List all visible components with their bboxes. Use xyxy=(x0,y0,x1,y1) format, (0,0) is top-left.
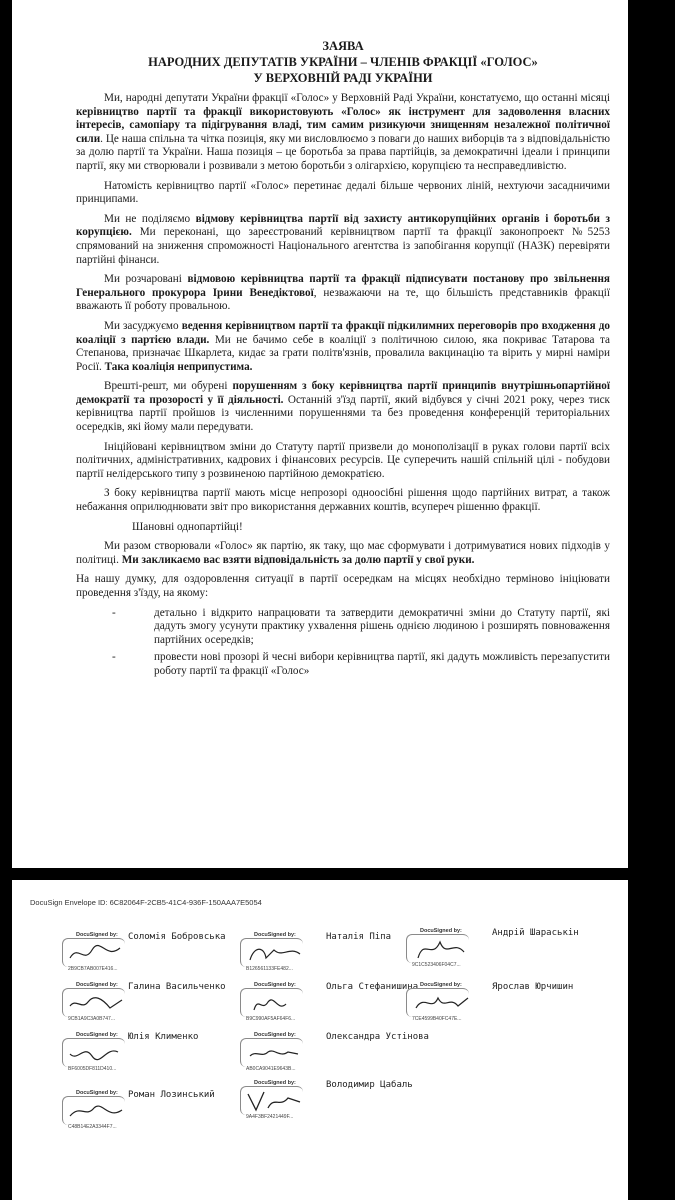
paragraph-11: На нашу думку, для оздоровлення ситуації в партії осередкам на місцях необхідно терміново ініціювати проведення з'їзду, на якому: xyxy=(76,573,610,599)
handwritten-signature-icon xyxy=(410,990,470,1016)
signatures-page xyxy=(12,880,628,1200)
paragraph-3: Ми не поділяємо відмову керівництва партії від захисту антикорупційних органів і боротьби з корупцією. Ми переконані, що зареєстрований керівництвом партії та фракції законопроект №5253 спрямований на зниження спроможності Національного агентства із запобігання корупції (НАЗК) перевіряти партійні фінанси. xyxy=(76,212,610,266)
greeting: Шановні однопартійці! xyxy=(132,520,243,533)
statement-page xyxy=(12,0,628,868)
paragraph-7: Ініційовані керівництвом зміни до Статуту партії призвели до монополізації в руках голови партії всіх політичних, адміністративних, кадрових і фінансових ресурсів. Це суперечить нашій спільній цілі - побудови партії нелідерського типу з розвиненою партійною демократією. xyxy=(76,440,610,480)
handwritten-signature-icon xyxy=(244,1040,304,1066)
signature-block: DocuSigned by: 9CB1A9C3A0B747... Галина Васильченко xyxy=(62,982,262,1022)
handwritten-signature-icon xyxy=(66,1098,126,1124)
title-line-2: НАРОДНИХ ДЕПУТАТІВ УКРАЇНИ – ЧЛЕНІВ ФРАКЦІЇ «ГОЛОС» xyxy=(148,55,538,69)
handwritten-signature-icon xyxy=(66,940,126,966)
signature-block: DocuSigned by: B9C990AF5AF64F6... Ольга Стефанишина xyxy=(240,982,440,1022)
demand-item: - провести нові прозорі й чесні вибори керівництва партії, які дадуть можливість перезапустити роботу партії та фракції «Голос» xyxy=(112,651,610,677)
paragraph-8: З боку керівництва партії мають місце непрозорі одноосібні рішення щодо партійних витрат, а також небажання оприлюднювати звіт про використання державних коштів, всупереч рішенню фракції. xyxy=(76,487,610,514)
docusign-envelope-id: DocuSign Envelope ID: 6C82064F-2CB5-41C4-936F-150AAA7E5054 xyxy=(30,898,262,907)
signature-block: DocuSigned by: C48B14E2A3344F7... Роман Лозинський xyxy=(62,1090,262,1130)
handwritten-signature-icon xyxy=(244,990,304,1016)
paragraph-6: Врешті-решт, ми обурені порушенням з боку керівництва партії принципів внутрішньопартійної демократії та прозорості у її діяльності. Останній з'їзд партії, який відбувся у січні 2021 року, через тиск керівництва партії пройшов із численними порушеннями та без проведення конференцій територіальних осередків, які йому мали передувати. xyxy=(76,380,610,434)
signature-block: DocuSigned by: 7CE4599B40FC47E... Ярослав Юрчишин xyxy=(406,982,606,1022)
handwritten-signature-icon xyxy=(244,940,304,966)
demand-item: - детально і відкрито напрацювати та затвердити демократичні зміни до Статуту партії, які дадуть змогу усунути практику ухвалення рішень однією людиною і розширять повноваження партійних осередків; xyxy=(112,606,610,646)
handwritten-signature-icon xyxy=(410,936,470,962)
handwritten-signature-icon xyxy=(66,990,126,1016)
title-line-3: У ВЕРХОВНІЙ РАДІ УКРАЇНИ xyxy=(253,71,433,85)
title-line-1: ЗАЯВА xyxy=(322,39,364,53)
handwritten-signature-icon xyxy=(244,1088,304,1114)
signature-block: DocuSigned by: AB0CA9041E9643B... Олександра Устінова xyxy=(240,1032,440,1072)
demands-list xyxy=(112,607,610,679)
signature-block: DocuSigned by: B126561133FE482... Наталія Піпа xyxy=(240,932,440,972)
paragraph-5: Ми засуджуємо ведення керівництвом партії та фракції підкилимних переговорів про входження до коаліції з партією влади. Ми не бачимо себе в коаліції з політичною силою, яка покриває Татарова та Степанова, призначає Шкарлета, кидає за грати політв'язнів, провалила вакцинацію та вірить у мирні наміри Росії. Така коаліція неприпустима. xyxy=(76,319,610,373)
document-title xyxy=(76,38,610,86)
signature-block: DocuSigned by: 9A4F3BF2421449F... Володимир Цабаль xyxy=(240,1080,440,1120)
paragraph-1: Ми, народні депутати України фракції «Голос» у Верховній Раді України, констатуємо, що останні місяці керівництво партії та фракції використовують «Голос» як інструмент для задоволення власних інтересів, самопіару та підігрування владі, тим самим ризикуючи знищенням незалежної політичної сили. Це наша спільна та чітка позиція, яку ми висловлюємо з поваги до наших виборців та з відповідальністю за долю партії та України. Наша позиція – це боротьба за права партійців, за демократичні ідеали і принципи партії, яку ми створювали і розвивали з метою боротьби з олігархією, корупцією та несправедливістю. xyxy=(76,92,610,172)
handwritten-signature-icon xyxy=(66,1040,126,1066)
paragraph-2: Натомість керівництво партії «Голос» перетинає дедалі більше червоних ліній, нехтуючи засадничими принципами. xyxy=(76,179,610,206)
signature-block: DocuSigned by: BF6005DF811D410... Юлія Клименко xyxy=(62,1032,262,1072)
signature-block: DocuSigned by: 9C1C523406F04C7... Андрій Шараськін xyxy=(406,928,606,968)
paragraph-4: Ми розчаровані відмовою керівництва партії та фракції підписувати постанову про звільнення Генерального прокурора Ірини Венедіктової, незважаючи на те, що більшість представників фракції вважають її роботу провальною. xyxy=(76,273,611,313)
signature-block: DocuSigned by: 2B9CB7AB007E416... Соломія Бобровська xyxy=(62,932,262,972)
paragraph-10: Ми разом створювали «Голос» як партію, як таку, що має сформувати і дотримуватися нових підходів у політиці. Ми закликаємо вас взяти відповідальність за долю партії у свої руки. xyxy=(76,540,610,566)
